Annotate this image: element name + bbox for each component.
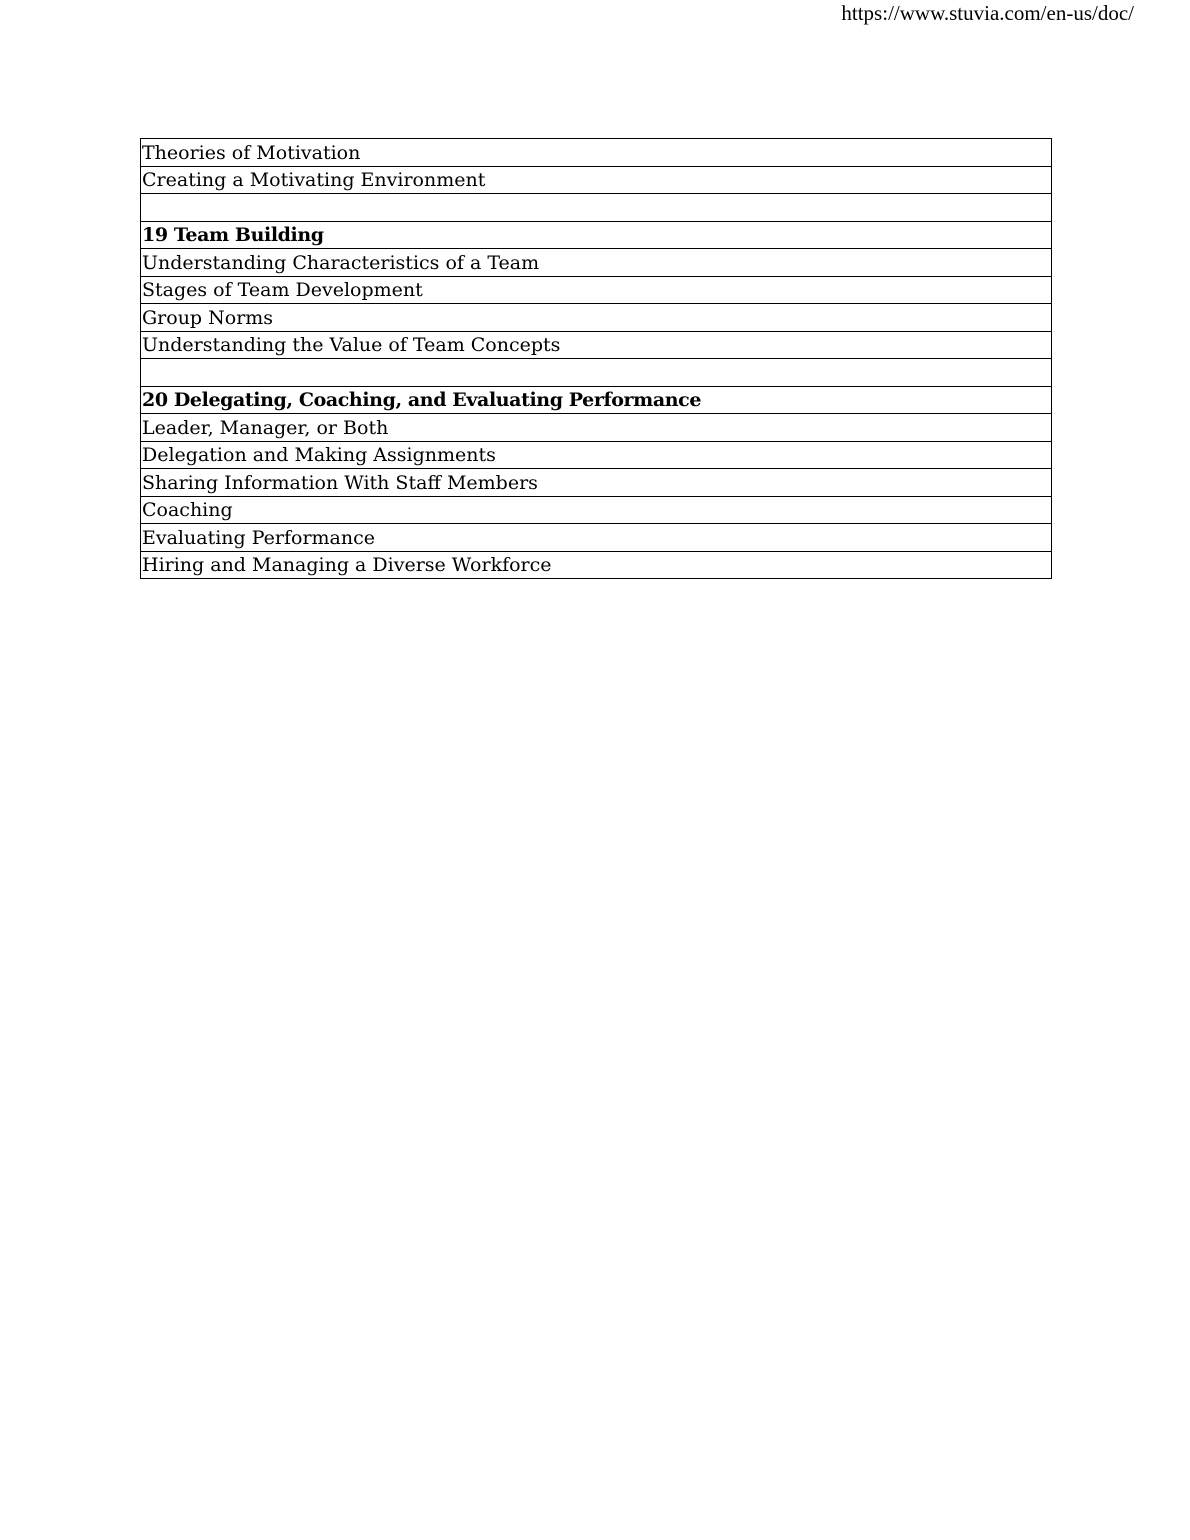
toc-entry: Understanding the Value of Team Concepts <box>141 331 1052 359</box>
toc-entry: Coaching <box>141 496 1052 524</box>
table-row <box>141 524 1052 552</box>
toc-entry: Creating a Motivating Environment <box>141 166 1052 194</box>
table-row <box>141 386 1052 414</box>
table-row <box>141 359 1052 387</box>
table-of-contents <box>140 138 1052 579</box>
toc-entry: Theories of Motivation <box>141 139 1052 167</box>
table-row <box>141 304 1052 332</box>
toc-entry: Stages of Team Development <box>141 276 1052 304</box>
table-row <box>141 139 1052 167</box>
table-row <box>141 551 1052 579</box>
table-row <box>141 414 1052 442</box>
source-url-header: https://www.stuvia.com/en-us/doc/ <box>841 1 1134 25</box>
table-row <box>141 469 1052 497</box>
toc-empty-cell <box>141 359 1052 387</box>
table-row <box>141 166 1052 194</box>
toc-entry: Delegation and Making Assignments <box>141 441 1052 469</box>
table-row <box>141 194 1052 222</box>
toc-entry: Leader, Manager, or Both <box>141 414 1052 442</box>
table-row <box>141 276 1052 304</box>
table-row <box>141 441 1052 469</box>
toc-entry: Hiring and Managing a Diverse Workforce <box>141 551 1052 579</box>
toc-entry: Sharing Information With Staff Members <box>141 469 1052 497</box>
toc-entry: Evaluating Performance <box>141 524 1052 552</box>
toc-entry: Understanding Characteristics of a Team <box>141 249 1052 277</box>
toc-empty-cell <box>141 194 1052 222</box>
chapter-heading: 20 Delegating, Coaching, and Evaluating Performance <box>141 386 1052 414</box>
table-row <box>141 496 1052 524</box>
table-row <box>141 331 1052 359</box>
toc-entry: Group Norms <box>141 304 1052 332</box>
table-row <box>141 221 1052 249</box>
chapter-heading: 19 Team Building <box>141 221 1052 249</box>
table-row <box>141 249 1052 277</box>
